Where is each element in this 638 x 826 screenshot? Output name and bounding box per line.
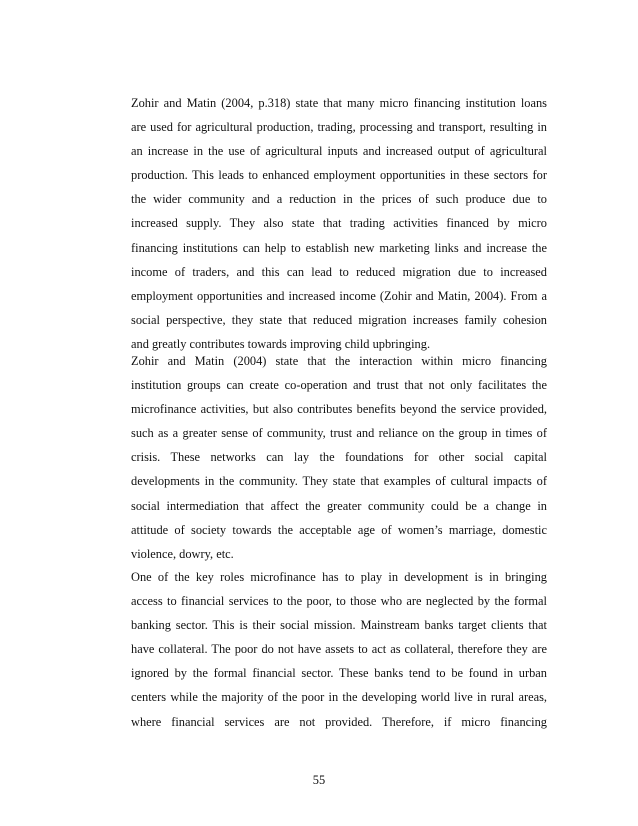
text-line: Zohir and Matin (2004, p.318) state that many micro financing institution loans: [131, 96, 547, 110]
text-line: the wider community and a reduction in the prices of such produce due to: [131, 192, 547, 207]
text-line: developments in the community. They state that examples of cultural impacts of: [131, 474, 547, 489]
text-line: and greatly contributes towards improving child upbringing.: [131, 336, 431, 351]
text-line: social intermediation that affect the greater community could be a change in: [131, 498, 547, 513]
text-line: attitude of society towards the acceptable age of women’s marriage, domestic: [131, 522, 547, 537]
text-line: increased supply. They also state that trading activities financed by micro: [131, 216, 547, 231]
text-line: access to financial services to the poor, to those who are neglected by the formal: [131, 594, 547, 609]
paragraph-zohir-matin-agriculture: [131, 91, 547, 356]
text-line: microfinance activities, but also contributes benefits beyond the service provided,: [131, 402, 547, 417]
text-line: Zohir and Matin (2004) state that the interaction within micro financing: [131, 354, 547, 368]
text-line: violence, dowry, etc.: [131, 546, 234, 561]
paragraph-microfinance-role: [131, 565, 547, 734]
text-line: centers while the majority of the poor in the developing world live in rural areas,: [131, 690, 547, 705]
text-line: employment opportunities and increased income (Zohir and Matin, 2004). From a: [131, 288, 547, 303]
text-line: where financial services are not provided. Therefore, if micro financing: [131, 714, 547, 729]
text-line: social perspective, they state that reduced migration increases family cohesion: [131, 312, 547, 327]
paragraph-social-intermediation: [131, 349, 547, 566]
text-line: One of the key roles microfinance has to play in development is in bringing: [131, 570, 547, 584]
text-line: ignored by the formal financial sector. These banks tend to be found in urban: [131, 666, 547, 681]
text-line: income of traders, and this can lead to reduced migration due to increased: [131, 264, 547, 279]
text-line: an increase in the use of agricultural inputs and increased output of agricultural: [131, 144, 547, 159]
text-line: crisis. These networks can lay the foundations for other social capital: [131, 450, 547, 465]
text-line: such as a greater sense of community, trust and reliance on the group in times of: [131, 426, 547, 441]
text-line: institution groups can create co-operation and trust that not only facilitates the: [131, 378, 547, 393]
text-line: financing institutions can help to establish new marketing links and increase the: [131, 240, 547, 255]
text-line: are used for agricultural production, trading, processing and transport, resulting in: [131, 120, 547, 135]
text-line: production. This leads to enhanced employment opportunities in these sectors for: [131, 168, 547, 183]
page-number: 55: [312, 773, 326, 787]
text-line: have collateral. The poor do not have assets to act as collateral, therefore they are: [131, 642, 547, 657]
text-line: banking sector. This is their social mission. Mainstream banks target clients that: [131, 618, 547, 633]
